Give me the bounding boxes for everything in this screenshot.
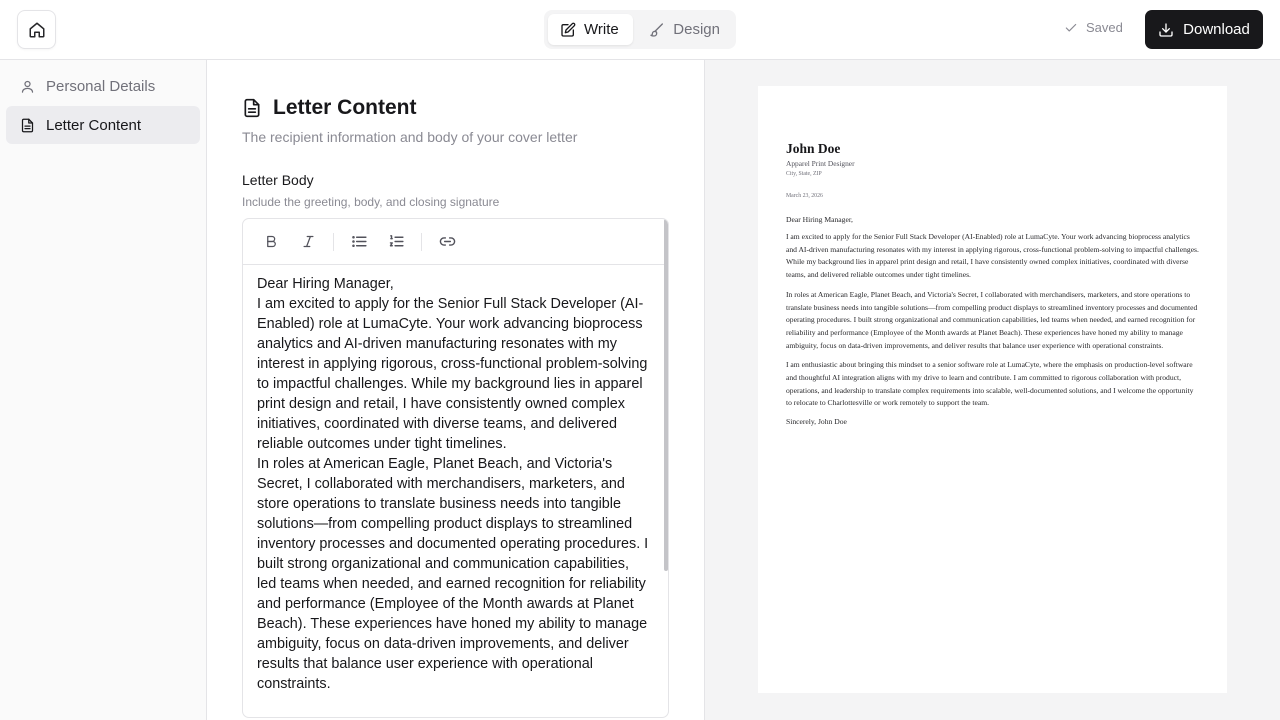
- section-header: [242, 96, 417, 120]
- italic-icon: [301, 234, 316, 249]
- download-button[interactable]: [1145, 10, 1263, 49]
- check-icon: [1064, 21, 1078, 35]
- link-icon: [439, 233, 456, 250]
- preview-location: City, State, ZIP: [786, 171, 822, 177]
- preview-date: March 23, 2026: [786, 193, 823, 199]
- preview-closing: Sincerely, John Doe: [786, 417, 847, 427]
- toolbar-divider: [421, 233, 422, 251]
- preview-name: John Doe: [786, 141, 841, 156]
- preview-paragraph: I am excited to apply for the Senior Full Stack Developer (AI-Enabled) role at LumaCyte. Your work advancing bioprocess analytics and AI-driven manufacturing resonates with my interest in applying rigorous, cross-functional problem-solving to impactful challenges. While my background lies in apparel print design and retail, I have consistently owned complex initiatives, coordinated with diverse teams, and delivered reliable outcomes under tight timelines.: [786, 232, 1199, 280]
- preview-role: Apparel Print Designer: [786, 159, 855, 168]
- body-paragraph: In roles at American Eagle, Planet Beach, and Victoria's Secret, I collaborated with merchandisers, marketers, and store operations to translate business needs into tangible solutions—from compelling product displays to streamlined inventory processes and documented operating procedures. I built strong organizational and communication capabilities, led teams when needed, and earned recognition for reliability and performance (Employee of the Month awards at Planet Beach). These experiences have honed my ability to manage ambiguity, focus on data-driven improvements, and deliver results that balance user experience with operational constraints.: [257, 456, 649, 692]
- bold-icon: [264, 234, 279, 249]
- sidebar-item-letter-content[interactable]: [6, 106, 200, 144]
- saved-label: Saved: [1086, 20, 1123, 35]
- saved-status: [1064, 20, 1123, 35]
- user-icon: [20, 79, 35, 94]
- mode-toggle: [544, 10, 736, 49]
- letter-preview-page: [758, 86, 1227, 693]
- top-bar: [0, 0, 1280, 60]
- link-button[interactable]: [435, 230, 459, 254]
- bold-button[interactable]: [259, 230, 283, 254]
- editor-toolbar: [243, 219, 668, 265]
- pencil-square-icon: [560, 22, 576, 38]
- file-text-icon: [20, 118, 35, 133]
- preview-paragraph: I am enthusiastic about bringing this mindset to a senior software role at LumaCyte, where the emphasis on production-level software and thoughtful AI integration aligns with my drive to learn and contribute. I am committed to rigorous collaboration with product, operations, and leadership to translate complex requirements into scalable, well-documented solutions, and I welcome the opportunity to relocate to Charlottesville or work remotely to support the team.: [786, 360, 1194, 408]
- section-subtitle: The recipient information and body of your cover letter: [242, 129, 578, 145]
- numbered-list-button[interactable]: [384, 230, 408, 254]
- sidebar-item-personal-details[interactable]: [6, 67, 200, 105]
- section-title: Letter Content: [273, 96, 417, 119]
- bullet-list-button[interactable]: [347, 230, 371, 254]
- preview-greeting: Dear Hiring Manager,: [786, 215, 853, 224]
- brush-icon: [649, 22, 665, 38]
- toolbar-divider: [333, 233, 334, 251]
- letter-body-help: Include the greeting, body, and closing signature: [242, 195, 500, 209]
- home-icon: [28, 21, 46, 39]
- sidebar-item-label: Personal Details: [46, 77, 156, 95]
- body-paragraph: Dear Hiring Manager,: [257, 276, 394, 292]
- download-label: Download: [1183, 21, 1250, 38]
- editor-panel: [207, 60, 705, 720]
- letter-body-label: Letter Body: [242, 172, 314, 188]
- design-mode-button[interactable]: [637, 14, 732, 45]
- preview-paragraph: In roles at American Eagle, Planet Beach, and Victoria's Secret, I collaborated with merchandisers, marketers, and store operations to translate business needs into tangible solutions—from compelling product displays to streamlined inventory processes and documented operating procedures. I built strong organizational and communication capabilities, led teams when needed, and earned recognition for reliability and performance (Employee of the Month awards at Planet Beach). These experiences have honed my ability to manage ambiguity, focus on data-driven improvements, and deliver results that balance user experience with operational constraints.: [786, 289, 1198, 350]
- design-mode-label: Design: [673, 21, 720, 38]
- body-paragraph: I am excited to apply for the Senior Full Stack Developer (AI-Enabled) role at LumaCyte. Your work advancing bioprocess analytics and AI-driven manufacturing resonates with my interest in applying rigorous, cross-functional problem-solving to impactful challenges. While my background lies in apparel print design and retail, I have consistently owned complex initiatives, coordinated with diverse teams, and delivered reliable outcomes under tight timelines.: [257, 296, 648, 452]
- bullet-list-icon: [351, 233, 368, 250]
- file-text-icon: [242, 98, 262, 118]
- sidebar-item-label: Letter Content: [46, 116, 142, 134]
- numbered-list-icon: [388, 233, 405, 250]
- write-mode-button[interactable]: [548, 14, 633, 45]
- write-mode-label: Write: [584, 21, 619, 38]
- sidebar: [0, 60, 207, 720]
- italic-button[interactable]: [296, 230, 320, 254]
- home-button[interactable]: [17, 10, 56, 49]
- letter-body-editor: [242, 218, 669, 718]
- preview-panel: [705, 60, 1280, 720]
- letter-body-textarea[interactable]: [243, 265, 668, 717]
- download-icon: [1158, 22, 1174, 38]
- editor-scrollbar[interactable]: [664, 219, 668, 571]
